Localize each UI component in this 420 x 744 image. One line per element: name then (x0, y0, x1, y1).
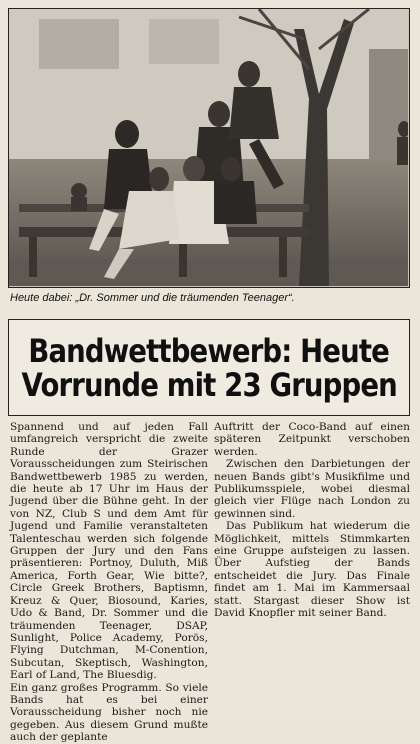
headline-line-1: Bandwettbewerb: Heute (28, 331, 390, 370)
article-column-left (10, 421, 208, 744)
caption-prefix: Heute dabei: (10, 292, 76, 304)
article-paragraph: Das Publikum hat wiederum die Möglichkeit, mittels Stimmkarten eine Gruppe aufsteigen zu lassen. Über Aufstieg der Bands entscheidet die Jury. Das Finale findet am 1. Mai im Kammersaal statt. Stargast dieser Show ist David Knopfler mit seiner Band. (214, 520, 410, 620)
caption-text: „Dr. Sommer und die träumenden Teenager“. (75, 292, 295, 304)
article-paragraph: Ein ganz großes Programm. So viele Bands hat es bei einer Vorausscheidung bisher noch nie gegeben. Aus diesem Grund mußte auch der geplante (10, 681, 208, 744)
photo-caption (10, 292, 410, 304)
headline-box (8, 319, 410, 416)
article-paragraph: Auftritt der Coco-Band auf einen späteren Zeitpunkt verschoben werden. (214, 421, 410, 458)
article-column-right (214, 421, 410, 620)
headline-line-2: Vorrunde mit 23 Gruppen (21, 365, 397, 404)
photo-image (9, 9, 408, 286)
article-paragraph: Spannend und auf jeden Fall umfangreich verspricht die zweite Runde der Grazer Vorausscheidungen zum Steirischen Bandwettbewerb 1985 zu werden, die heute ab 17 Uhr im Haus der Jugend über die Bühne geht. In der von NZ, Club S und dem Amt für Jugend und Familie veranstalteten Talenteschau werden sich folgende Gruppen der Jury und den Fans präsentieren: Portnoy, Duluth, Miß America, Forth Gear, Wie bitte?, Circle Greek Brothers, Baptismn, Kreuz & Quer, Biosound, Karies, Udo & Band, Dr. Sommer und die träumenden Teenager, DSAP, Sunlight, Police Academy, Porös, Flying Dutchman, M-Conention, Subcutan, Skeptisch, Washington, Earl of Land, The Bluesdig. (10, 421, 208, 682)
article-paragraph: Zwischen den Darbietungen der neuen Bands gibt's Musikfilme und Publikumsspiele, wobei diesmal gleich vier Flüge nach London zu gewinnen sind. (214, 458, 410, 520)
band-photo (8, 8, 410, 288)
